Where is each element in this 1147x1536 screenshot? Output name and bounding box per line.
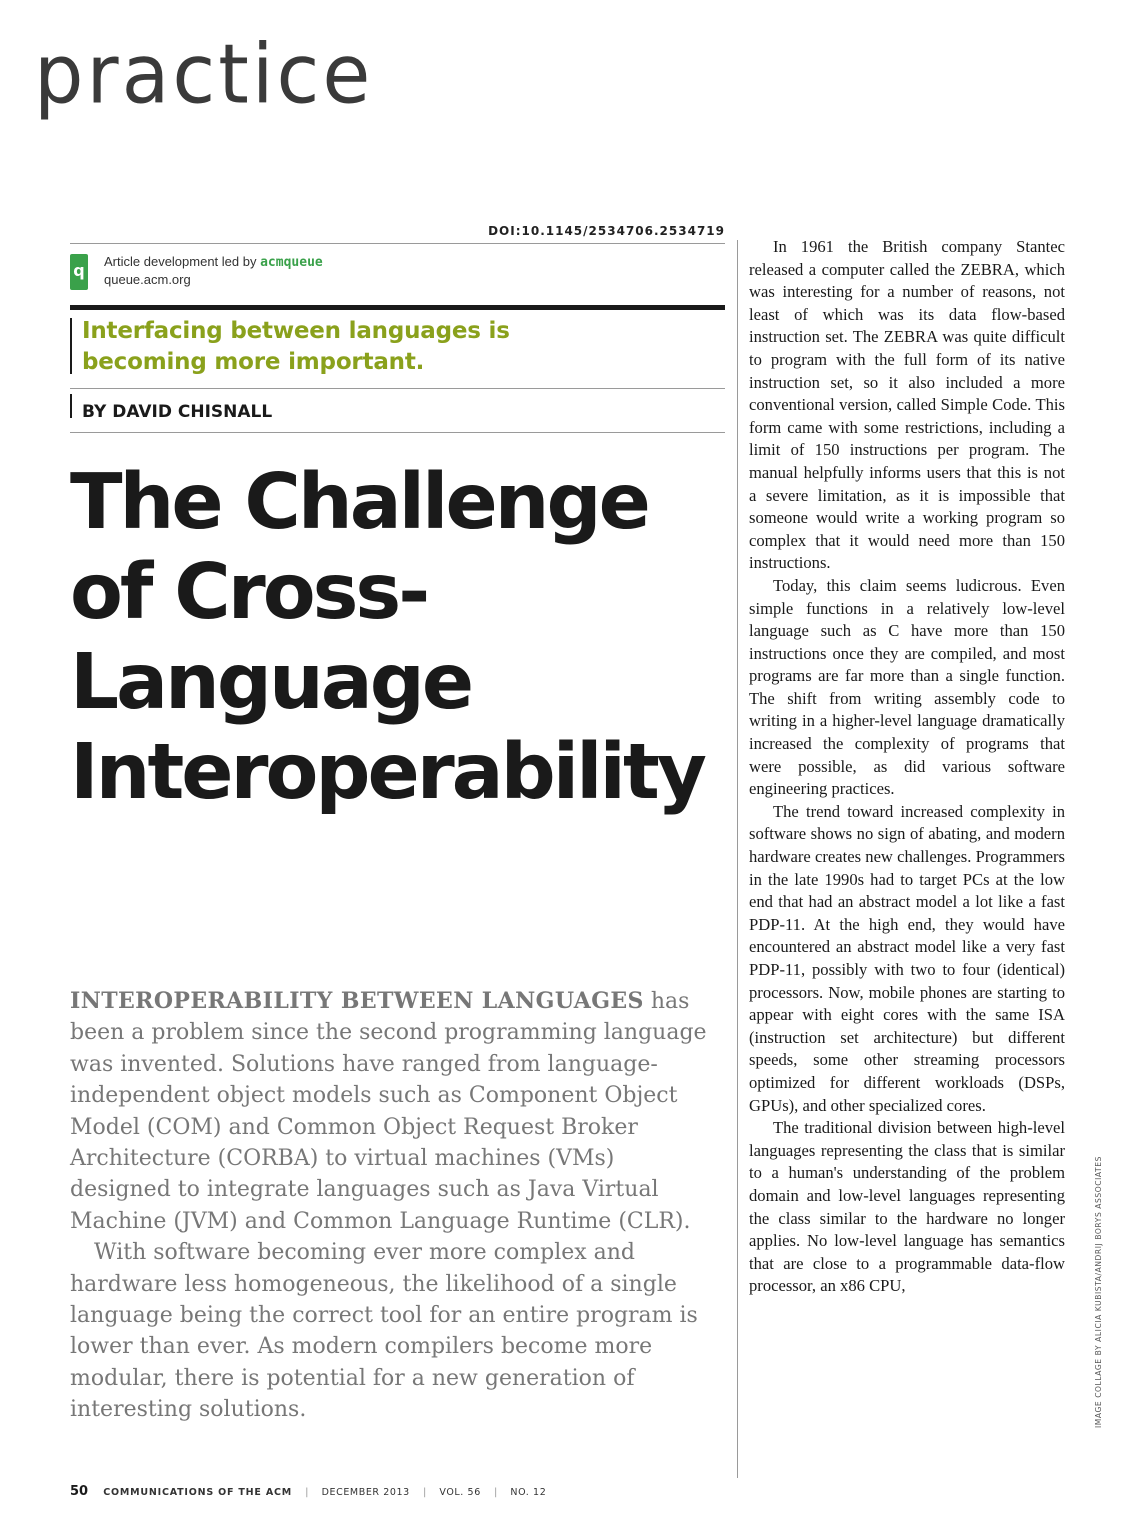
- title-line: Language: [70, 638, 472, 727]
- intro-paragraph: With software becoming ever more complex and hardware less homogeneous, the likelihood of a single language being the correct tool for an entire program is lower than ever. As modern compilers become more modular, there is potential for a new generation of interesting solutions.: [70, 1240, 698, 1423]
- lead-in: INTEROPERABILITY BETWEEN LANGUAGES: [70, 988, 644, 1014]
- divider: [70, 243, 725, 244]
- divider: [70, 388, 725, 389]
- issue-number: NO. 12: [510, 1487, 547, 1498]
- deck-bar: [70, 318, 72, 374]
- body-paragraph: The traditional division between high-level languages representing the class that is similar to a human's understanding of the problem domain and low-level languages representing the class similar to the hardware no longer applies. No low-level language has semantics that are close to a programmable data-flow processor, an x86 CPU,: [749, 1118, 1065, 1296]
- byline-bar: [70, 394, 72, 418]
- column-divider: [737, 240, 738, 1478]
- article-development-note: [104, 254, 323, 270]
- title-line: Interoperability: [70, 728, 704, 817]
- doi: DOI:10.1145/2534706.2534719: [488, 224, 725, 238]
- magazine-name: COMMUNICATIONS OF THE ACM: [103, 1487, 292, 1498]
- intro-text: has been a problem since the second programming language was invented. Solutions have ranged from language-independent object models such as Component Object Model (COM) and Common Object Request Broker Architecture (CORBA) to virtual machines (VMs) designed to integrate languages such as Java Virtual Machine (JVM) and Common Language Runtime (CLR).: [70, 989, 707, 1234]
- article-title: [70, 458, 750, 818]
- image-credit: IMAGE COLLAGE BY ALICIA KUBISTA/ANDRIJ BORYS ASSOCIATES: [1094, 1156, 1103, 1428]
- intro-paragraph: [70, 986, 715, 1237]
- issue-date: DECEMBER 2013: [321, 1487, 410, 1498]
- dev-text: Article development led by: [104, 254, 257, 269]
- title-line: of Cross-: [70, 548, 428, 637]
- byline: BY DAVID CHISNALL: [82, 402, 273, 422]
- queue-url[interactable]: queue.acm.org: [104, 272, 191, 287]
- volume: VOL. 56: [439, 1487, 481, 1498]
- acmqueue-logo-icon: q: [70, 254, 88, 290]
- title-line: The Challenge: [70, 458, 648, 547]
- separator: |: [493, 1487, 498, 1498]
- page-footer: [70, 1480, 546, 1499]
- intro-abstract: [70, 986, 715, 1426]
- body-paragraph: In 1961 the British company Stantec released a computer called the ZEBRA, which was interesting for a number of reasons, not least of which was its data flow-based instruction set. The ZEBRA was quite difficult to program with the full form of its native instruction set, so it also included a more conventional version, called Simple Code. This form came with some restrictions, including a limit of 150 instructions per program. The manual helpfully informs users that this is not a severe limitation, as it is impossible that someone would write a working program so complex that it would need more than 150 instructions.: [749, 237, 1065, 573]
- divider-thick: [70, 305, 725, 310]
- body-paragraph: The trend toward increased complexity in software shows no sign of abating, and modern hardware creates new challenges. Programmers in the late 1990s had to target PCs at the low end that had an abstract model a lot like a fast PDP-11. At the high end, they would have encountered an abstract model like a very fast PDP-11, possibly with two to four (identical) processors. Now, mobile phones are starting to appear with eight cores with the same ISA (instruction set architecture) but different speeds, some other streaming processors optimized for different workloads (DSPs, GPUs), and other specialized cores.: [749, 801, 1065, 1115]
- divider: [70, 432, 725, 433]
- deck: Interfacing between languages is becoming more important.: [82, 318, 510, 375]
- separator: |: [305, 1487, 309, 1498]
- acmqueue-brand: acmqueue: [260, 255, 323, 270]
- separator: |: [422, 1487, 427, 1498]
- section-label: practice: [34, 27, 374, 123]
- body-paragraph: Today, this claim seems ludicrous. Even simple functions in a relatively low-level language such as C have more than 150 instructions once they are compiled, and most programs are far more than a single function. The shift from writing assembly code to writing in a higher-level language dramatically increased the complexity of programs that were possible, as did various software engineering practices.: [749, 575, 1065, 799]
- body-column: [749, 236, 1065, 1298]
- page-number: 50: [70, 1484, 89, 1499]
